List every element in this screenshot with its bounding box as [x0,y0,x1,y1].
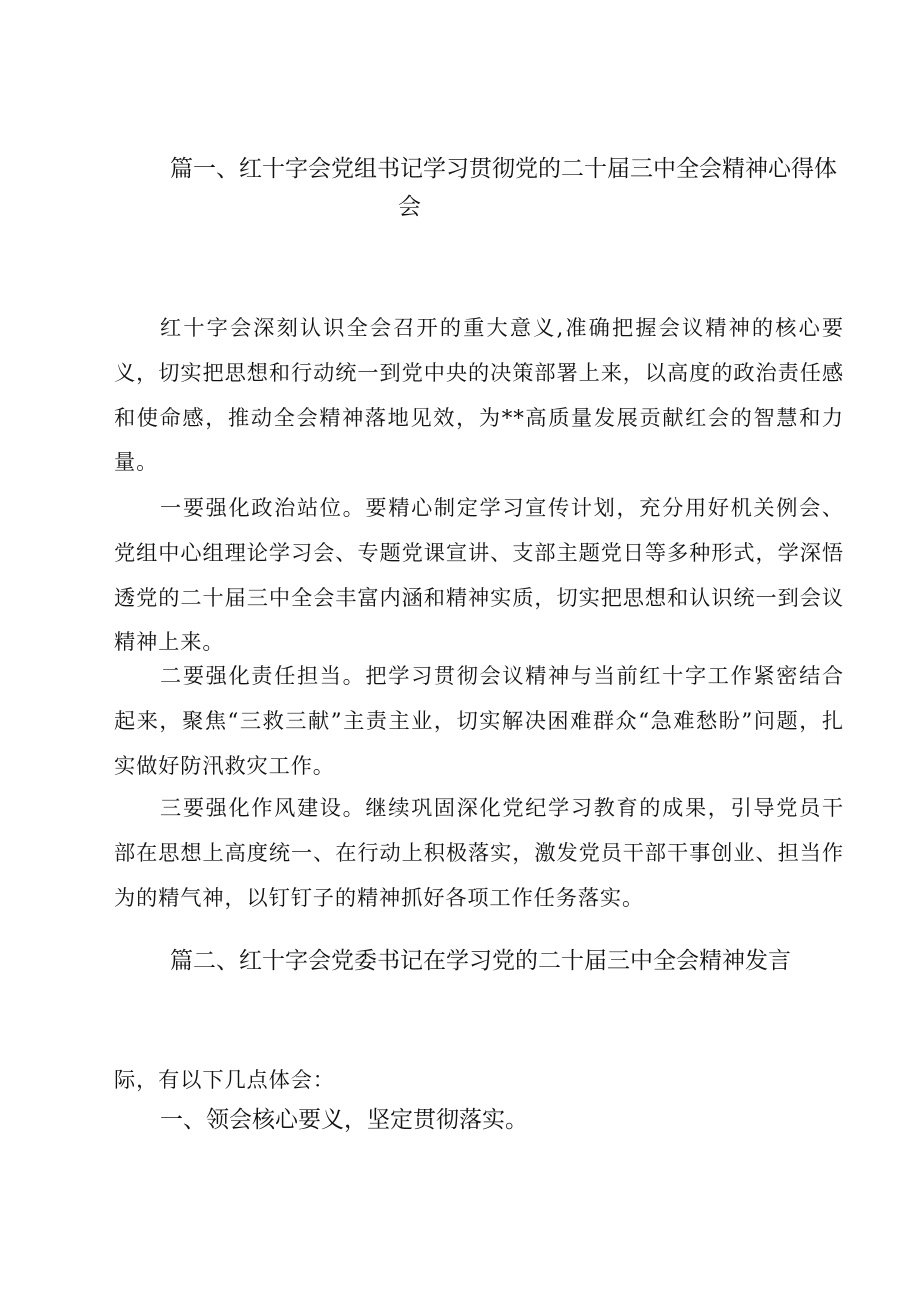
paragraph-work-style: 三要强化作风建设。继续巩固深化党纪学习教育的成果，引导党员干部在思想上高度统一、在行动上积极落实，激发党员干部干事创业、担当作为的精气神，以钉钉子的精神抓好各项工作任务落实。 [114,795,844,910]
section-2-tail-text: 际，有以下几点体会： [114,1067,335,1092]
section-2-subheading: 一、领会核心要义，坚定贯彻落实。 [160,1107,528,1133]
section-2-title: 篇二、红十字会党委书记在学习党的二十届三中全会精神发言 [170,948,791,974]
section-1-title-line-2: 会 [398,194,421,220]
paragraph-intro: 红十字会深刻认识全会召开的重大意义,准确把握会议精神的核心要义，切实把思想和行动统一到党中央的决策部署上来，以高度的政治责任感和使命感，推动全会精神落地见效，为**高质量发展贡献红会的智慧和力量。 [114,315,844,475]
section-1-title [170,150,850,226]
section-1-title-line-1: 篇一、红十字会党组书记学习贯彻党的二十届三中全会精神心得体 [170,156,837,182]
paragraph-responsibility: 二要强化责任担当。把学习贯彻会议精神与当前红十字工作紧密结合起来，聚焦“三救三献”主责主业，切实解决困难群众“急难愁盼”问题，扎实做好防汛救灾工作。 [114,663,844,778]
paragraph-political-stance: 一要强化政治站位。要精心制定学习宣传计划，充分用好机关例会、党组中心组理论学习会、专题党课宣讲、支部主题党日等多种形式，学深悟透党的二十届三中全会丰富内涵和精神实质，切实把思想和认识统一到会议精神上来。 [114,495,844,655]
